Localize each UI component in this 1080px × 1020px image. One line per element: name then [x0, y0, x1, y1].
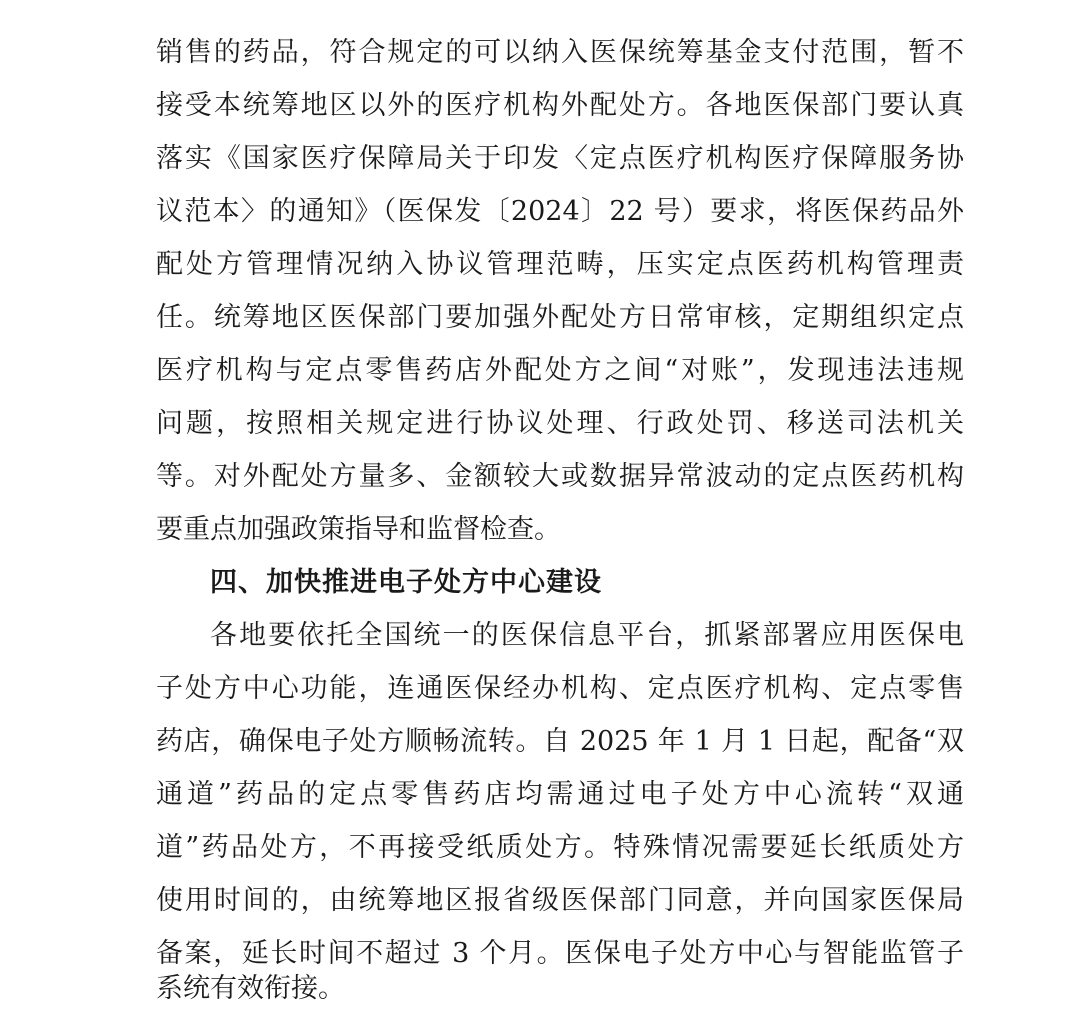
paragraph-line: 落实《国家医疗保障局关于印发〈定点医疗机构医疗保障服务协	[156, 143, 964, 174]
paragraph-line: 道”药品处方，不再接受纸质处方。特殊情况需要延长纸质处方	[156, 832, 964, 863]
paragraph-line: 议范本〉的通知》（医保发〔2024〕22 号）要求，将医保药品外	[156, 196, 964, 227]
paragraph-line: 等。对外配处方量多、金额较大或数据异常波动的定点医药机构	[156, 461, 964, 492]
paragraph-line: 使用时间的，由统筹地区报省级医保部门同意，并向国家医保局	[156, 885, 964, 916]
paragraph-line: 任。统筹地区医保部门要加强外配处方日常审核，定期组织定点	[156, 302, 964, 333]
paragraph-line: 药店，确保电子处方顺畅流转。自 2025 年 1 月 1 日起，配备“双	[156, 726, 964, 757]
paragraph-line: 通道”药品的定点零售药店均需通过电子处方中心流转“双通	[156, 779, 964, 810]
paragraph-line: 接受本统筹地区以外的医疗机构外配处方。各地医保部门要认真	[156, 90, 964, 121]
paragraph-line: 系统有效衔接。	[156, 973, 345, 1004]
paragraph-line: 医疗机构与定点零售药店外配处方之间“对账”，发现违法违规	[156, 355, 964, 386]
paragraph-line: 备案，延长时间不超过 3 个月。医保电子处方中心与智能监管子	[156, 938, 964, 969]
paragraph-line: 问题，按照相关规定进行协议处理、行政处罚、移送司法机关	[156, 408, 964, 439]
paragraph-line: 子处方中心功能，连通医保经办机构、定点医疗机构、定点零售	[156, 673, 964, 704]
paragraph-line: 销售的药品，符合规定的可以纳入医保统筹基金支付范围，暂不	[156, 37, 964, 68]
paragraph-line: 各地要依托全国统一的医保信息平台，抓紧部署应用医保电	[210, 620, 964, 651]
paragraph-line: 配处方管理情况纳入协议管理范畴，压实定点医药机构管理责	[156, 249, 964, 280]
section-heading: 四、加快推进电子处方中心建设	[210, 567, 602, 598]
paragraph-line: 要重点加强政策指导和监督检查。	[156, 514, 561, 545]
